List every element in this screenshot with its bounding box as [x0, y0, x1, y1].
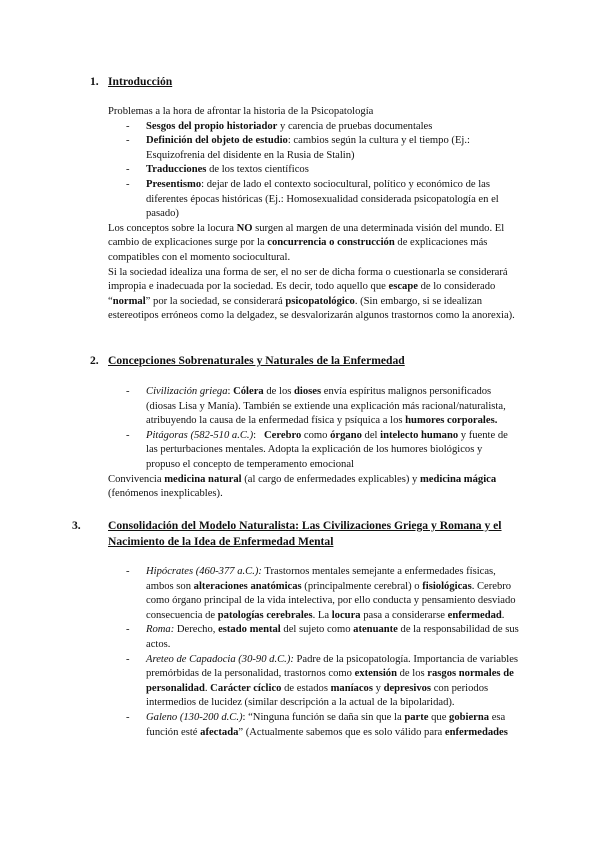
- list-item: - Presentismo: dejar de lado el contexto sociocultural, político y económico de las diferentes épocas históricas (Ej.: Homosexualidad considerada psicopatología en el pasado): [108, 178, 518, 222]
- paragraph: Convivencia medicina natural (al cargo de enfermedades explicables) y medicina mágica (fenómenos inexplicables).: [108, 473, 497, 500]
- section-number: 2.: [90, 354, 99, 367]
- list-item: - Pitágoras (582-510 a.C.): Cerebro como órgano del intelecto humano y fuente de las perturbaciones mentales. Adopta la explicación de los humores biológicos y propuso el concepto de temperamento emocional: [108, 429, 518, 473]
- section-title: Introducción: [108, 75, 173, 88]
- paragraph: Los conceptos sobre la locura NO surgen al margen de una determinada visión del mundo. El cambio de explicaciones surge por la concurrencia o construcción de explicaciones más compatibles con el momento sociocultural.: [108, 222, 505, 263]
- section-3-heading: [72, 518, 548, 550]
- section-2-heading: [90, 353, 405, 369]
- paragraph: Si la sociedad idealiza una forma de ser, el no ser de dicha forma o cuestionarla se considerará impropia e inadecuada por la sociedad. Es decir, todo aquello que escape de lo considerado “normal” por la sociedad, se considerará psicopatológico. (Sin embargo, si se idealizan estereotipos erróneos como la delgadez, se desvalorizarán algunos trastornos como la anorexia).: [108, 266, 515, 322]
- section-2-body: [108, 385, 528, 502]
- list-item: - Civilización griega: Cólera de los dioses envía espíritus malignos personificados (diosas Lisa y Manía). También se extiende una explicación más racional/naturalista, atribuyendo la causa de la enfermedad física y psíquica a los humores corporales.: [108, 385, 518, 429]
- section-1-heading: [90, 74, 172, 90]
- list-item: - Areteo de Capadocia (30-90 d.C.): Padre de la psicopatología. Importancia de variables premórbidas de la personalidad, trastornos como extensión de los rasgos normales de personalidad. Carácter cíclico de estados maníacos y depresivos con periodos intermedios de lucidez (similar descripción a la actual de la bipolaridad).: [108, 653, 524, 711]
- list-item: - Hipócrates (460-377 a.C.): Trastornos mentales semejante a enfermedades físicas, ambos son alteraciones anatómicas (principalmente cerebral) o fisiológicas. Cerebro como órgano principal de la vida intelectiva, por ello conducta y pensamiento desviado consecuencia de patologías cerebrales. La locura pasa a considerarse enfermedad.: [108, 565, 524, 623]
- list-item: - Traducciones de los textos científicos: [108, 163, 518, 178]
- section-title: Consolidación del Modelo Naturalista: Las Civilizaciones Griega y Romana y el Nacimiento de la Idea de Enfermedad Mental: [108, 519, 502, 548]
- list-item: - Definición del objeto de estudio: cambios según la cultura y el tiempo (Ej.: Esquizofrenia del disidente en la Rusia de Stalin): [108, 134, 518, 163]
- list-item: - Roma: Derecho, estado mental del sujeto como atenuante de la responsabilidad de sus actos.: [108, 623, 524, 652]
- list-item: - Galeno (130-200 d.C.): “Ninguna función se daña sin que la parte que gobierna esa función esté afectada” (Actualmente sabemos que es solo válido para enfermedades: [108, 711, 524, 740]
- bullet-list: [108, 385, 518, 473]
- section-number: 3.: [72, 519, 81, 532]
- section-number: 1.: [90, 75, 99, 88]
- section-title: Concepciones Sobrenaturales y Naturales de la Enfermedad: [108, 354, 405, 367]
- paragraph: Problemas a la hora de afrontar la historia de la Psicopatología: [108, 106, 374, 117]
- list-item: - Sesgos del propio historiador y carencia de pruebas documentales: [108, 120, 518, 135]
- section-3-body: [108, 565, 528, 740]
- bullet-list: [108, 120, 518, 222]
- bullet-list: [108, 565, 524, 740]
- section-1-body: [108, 105, 528, 324]
